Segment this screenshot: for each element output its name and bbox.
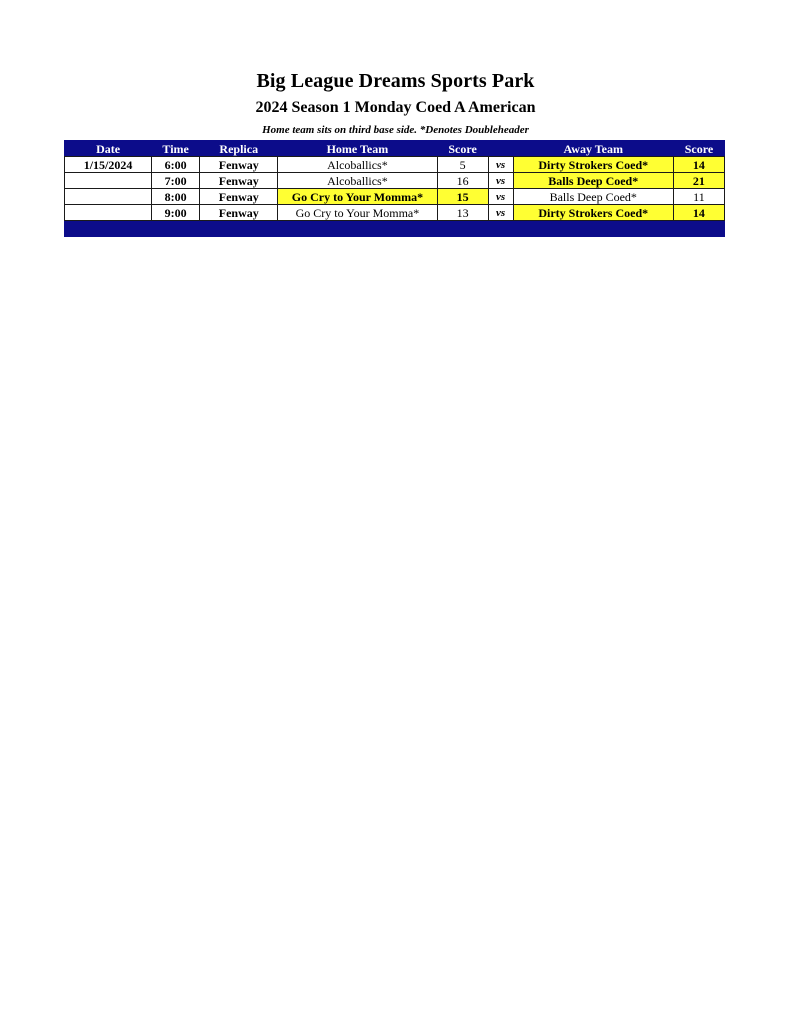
cell-date <box>65 173 152 189</box>
cell-away-score: 14 <box>673 205 724 221</box>
cell-replica: Fenway <box>200 157 278 173</box>
footer-cell <box>278 221 437 237</box>
col-header-away-score: Score <box>673 141 724 157</box>
footer-cell <box>152 221 200 237</box>
table-row <box>65 189 725 205</box>
cell-time: 7:00 <box>152 173 200 189</box>
cell-home-team: Go Cry to Your Momma* <box>278 205 437 221</box>
cell-vs: vs <box>488 189 513 205</box>
col-header-away-team: Away Team <box>513 141 673 157</box>
page-subtitle: 2024 Season 1 Monday Coed A American <box>255 99 536 116</box>
col-header-home-team: Home Team <box>278 141 437 157</box>
footer-cell <box>488 221 513 237</box>
cell-vs: vs <box>488 205 513 221</box>
cell-home-team: Go Cry to Your Momma* <box>278 189 437 205</box>
cell-away-team: Balls Deep Coed* <box>513 173 673 189</box>
cell-away-team: Dirty Strokers Coed* <box>513 157 673 173</box>
cell-replica: Fenway <box>200 173 278 189</box>
footer-cell <box>673 221 724 237</box>
schedule-table <box>64 140 725 237</box>
cell-date <box>65 189 152 205</box>
cell-home-team: Alcoballics* <box>278 157 437 173</box>
table-header-row <box>65 141 725 157</box>
cell-time: 9:00 <box>152 205 200 221</box>
footer-cell <box>65 221 152 237</box>
col-header-vs <box>488 141 513 157</box>
cell-away-score: 11 <box>673 189 724 205</box>
table-footer-bar <box>65 221 725 237</box>
footer-cell <box>513 221 673 237</box>
cell-replica: Fenway <box>200 189 278 205</box>
cell-home-score: 13 <box>437 205 488 221</box>
col-header-date: Date <box>65 141 152 157</box>
table-row <box>65 205 725 221</box>
schedule-note: Home team sits on third base side. *Denotes Doubleheader <box>262 124 529 136</box>
cell-home-score: 15 <box>437 189 488 205</box>
cell-away-score: 21 <box>673 173 724 189</box>
cell-time: 6:00 <box>152 157 200 173</box>
cell-away-team: Balls Deep Coed* <box>513 189 673 205</box>
cell-date: 1/15/2024 <box>65 157 152 173</box>
cell-away-team: Dirty Strokers Coed* <box>513 205 673 221</box>
cell-vs: vs <box>488 173 513 189</box>
footer-cell <box>437 221 488 237</box>
page-title: Big League Dreams Sports Park <box>256 70 535 92</box>
table-row <box>65 173 725 189</box>
cell-time: 8:00 <box>152 189 200 205</box>
cell-vs: vs <box>488 157 513 173</box>
col-header-time: Time <box>152 141 200 157</box>
cell-home-score: 5 <box>437 157 488 173</box>
cell-away-score: 14 <box>673 157 724 173</box>
cell-replica: Fenway <box>200 205 278 221</box>
footer-cell <box>200 221 278 237</box>
cell-home-team: Alcoballics* <box>278 173 437 189</box>
table-row <box>65 157 725 173</box>
cell-date <box>65 205 152 221</box>
col-header-replica: Replica <box>200 141 278 157</box>
col-header-home-score: Score <box>437 141 488 157</box>
cell-home-score: 16 <box>437 173 488 189</box>
